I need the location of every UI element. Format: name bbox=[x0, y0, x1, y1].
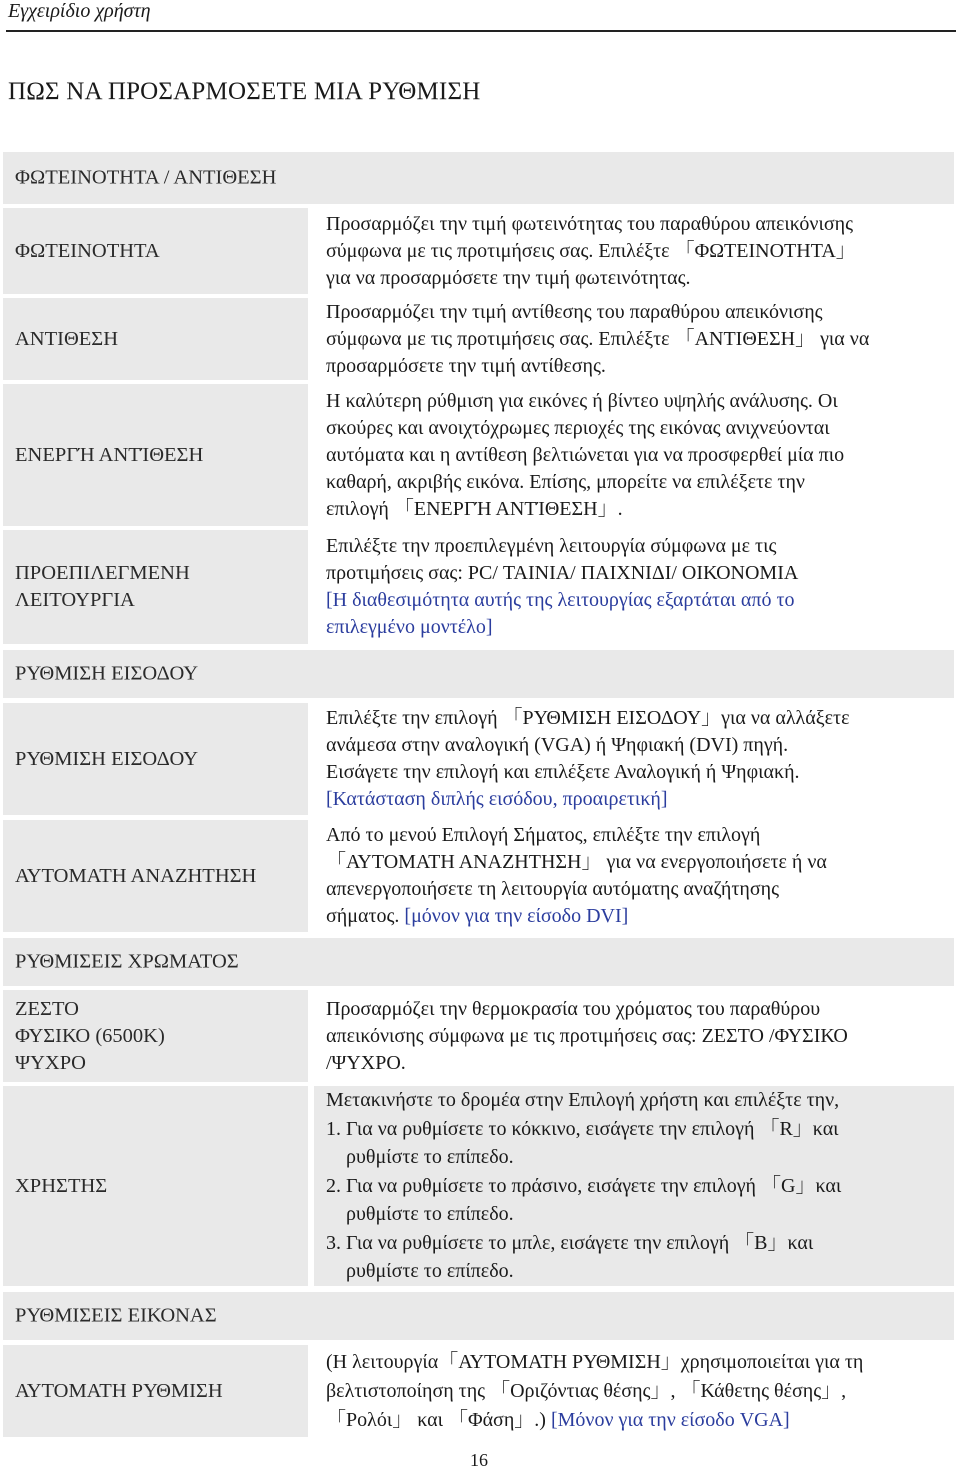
description-line: απεικόνισης σύμφωνα με τις προτιμήσεις σας: ΖΕΣΤΟ /ΦΥΣΙΚΟ bbox=[326, 1024, 848, 1047]
availability-note: επιλεγμένο μοντέλο] bbox=[326, 616, 493, 638]
row-label-auto-search bbox=[3, 820, 308, 932]
row-label-brightness bbox=[3, 208, 308, 294]
section-title: ΦΩΤΕΙΝΟΤΗΤΑ / ΑΝΤΙΘΕΣΗ bbox=[15, 166, 277, 189]
section-image-settings bbox=[3, 1292, 954, 1340]
description-line: προτιμήσεις σας: PC/ ΤΑΙΝΙΑ/ ΠΑΙΧΝΙΔΙ/ ΟΙΚΟΝΟΜΙΑ bbox=[326, 562, 799, 584]
description-text: 「Ρολόι」 και 「Φάση」.) bbox=[326, 1408, 551, 1431]
description-line: 「ΑΥΤΟΜΑΤΗ ΑΝΑΖΗΤΗΣΗ」 για να ενεργοποιήσετε ή να bbox=[326, 851, 827, 873]
description-line: αυτόματα και η αντίθεση βελτιώνεται για να προσφερθεί μία πιο bbox=[326, 443, 845, 466]
description-line: (Η λειτουργία「ΑΥΤΟΜΑΤΗ ΡΥΘΜΙΣΗ」χρησιμοποιείται για τη bbox=[326, 1350, 864, 1373]
vga-only-note: [Μόνον για την είσοδο VGA] bbox=[550, 1408, 790, 1431]
description-line: ρυθμίστε το επίπεδο. bbox=[326, 1146, 514, 1169]
row-label-text: ΠΡΟΕΠΙΛΕΓΜΕΝΗ bbox=[15, 562, 190, 584]
section-title: ΡΥΘΜΙΣΕΙΣ ΧΡΩΜΑΤΟΣ bbox=[15, 950, 239, 973]
description-line: 2. Για να ρυθμίσετε το πράσινο, εισάγετε την επιλογή 「G」και bbox=[326, 1174, 842, 1197]
description-text: σήματος. bbox=[326, 905, 405, 927]
description-line: Επιλέξτε την επιλογή 「ΡΥΘΜΙΣΗ ΕΙΣΟΔΟΥ」για να αλλάξετε bbox=[326, 707, 850, 729]
section-color-settings bbox=[3, 938, 954, 986]
description-line bbox=[326, 903, 954, 930]
description-line: ρυθμίστε το επίπεδο. bbox=[326, 1260, 514, 1283]
description-line: 1. Για να ρυθμίσετε το κόκκινο, εισάγετε την επιλογή 「R」και bbox=[326, 1117, 839, 1140]
description-line: ρυθμίστε το επίπεδο. bbox=[326, 1203, 514, 1226]
description-line: 3. Για να ρυθμίσετε το μπλε, εισάγετε την επιλογή 「B」και bbox=[326, 1231, 814, 1254]
description-line: ανάμεσα στην αναλογική (VGA) ή Ψηφιακή (DVI) πηγή. bbox=[326, 734, 789, 756]
page-header bbox=[6, 0, 956, 32]
row-description-active-contrast bbox=[314, 384, 954, 526]
row-label-contrast bbox=[3, 298, 308, 380]
row-label-active-contrast bbox=[3, 384, 308, 526]
row-label-text: ΦΩΤΕΙΝΟΤΗΤΑ bbox=[15, 239, 160, 262]
row-label-text: ΕΝΕΡΓΉ ΑΝΤΊΘΕΣΗ bbox=[15, 443, 204, 466]
row-label-color-temp bbox=[3, 990, 308, 1082]
row-label-text: ΨΥΧΡΟ bbox=[15, 1051, 86, 1074]
row-label-input-select bbox=[3, 703, 308, 815]
description-line: καθαρή, ακριβής εικόνα. Επίσης, μπορείτε να επιλέξετε την bbox=[326, 470, 805, 493]
row-label-user bbox=[3, 1086, 308, 1286]
manual-title: Εγχειρίδιο χρήστη bbox=[8, 0, 151, 22]
description-line: για να προσαρμόσετε την τιμή φωτεινότητας. bbox=[326, 266, 691, 289]
description-line: Μετακινήστε το δρομέα στην Επιλογή χρήστη και επιλέξτε την, bbox=[326, 1089, 840, 1112]
section-title: ΡΥΘΜΙΣΕΙΣ ΕΙΚΟΝΑΣ bbox=[15, 1304, 217, 1327]
row-label-text: ΑΥΤΟΜΑΤΗ ΡΥΘΜΙΣΗ bbox=[15, 1379, 223, 1402]
page-number: 16 bbox=[470, 1450, 488, 1470]
row-label-text: ΖΕΣΤΟ bbox=[15, 997, 79, 1020]
description-line: Προσαρμόζει την τιμή αντίθεσης του παραθύρου απεικόνισης bbox=[326, 300, 823, 323]
description-line: Εισάγετε την επιλογή και επιλέξετε Αναλογική ή Ψηφιακή. bbox=[326, 761, 800, 783]
row-description-contrast bbox=[314, 298, 954, 380]
description-line: /ΨΥΧΡΟ. bbox=[326, 1051, 406, 1074]
description-line: σύμφωνα με τις προτιμήσεις σας. Επιλέξτε 「ΦΩΤΕΙΝΟΤΗΤΑ」 bbox=[326, 239, 856, 262]
description-line: απενεργοποιήσετε τη λειτουργία αυτόματης αναζήτησης bbox=[326, 878, 780, 900]
description-line: σύμφωνα με τις προτιμήσεις σας. Επιλέξτε 「ΑΝΤΙΘΕΣΗ」 για να bbox=[326, 327, 870, 350]
section-title: ΡΥΘΜΙΣΗ ΕΙΣΟΔΟΥ bbox=[15, 662, 199, 685]
row-label-text: ΡΥΘΜΙΣΗ ΕΙΣΟΔΟΥ bbox=[15, 747, 199, 770]
description-line: σκούρες και ανοιχτόχρωμες περιοχές της εικόνας ανιχνεύονται bbox=[326, 416, 830, 439]
row-description-input-select bbox=[314, 703, 954, 815]
row-description-color-temp bbox=[314, 990, 954, 1082]
description-line: προσαρμόσετε την τιμή αντίθεσης. bbox=[326, 354, 606, 377]
section-brightness-contrast bbox=[3, 152, 954, 204]
page-title: ΠΩΣ ΝΑ ΠΡΟΣΑΡΜΟΣΕΤΕ ΜΙΑ ΡΥΘΜΙΣΗ bbox=[8, 78, 481, 105]
row-label-text: ΦΥΣΙΚΟ (6500K) bbox=[15, 1024, 165, 1047]
optional-note: [Κατάσταση διπλής εισόδου, προαιρετική] bbox=[326, 788, 668, 810]
description-line: Από το μενού Επιλογή Σήματος, επιλέξτε την επιλογή bbox=[326, 824, 761, 846]
row-description-brightness bbox=[314, 208, 954, 294]
availability-note: [Η διαθεσιμότητα αυτής της λειτουργίας εξαρτάται από το bbox=[326, 589, 795, 611]
row-description-auto-search bbox=[314, 820, 954, 932]
row-label-text: ΧΡΗΣΤΗΣ bbox=[15, 1174, 108, 1197]
row-description-auto-adjust bbox=[314, 1345, 954, 1437]
row-label-preset-mode bbox=[3, 530, 308, 644]
row-description-preset-mode bbox=[314, 530, 954, 644]
description-line: Προσαρμόζει την τιμή φωτεινότητας του παραθύρου απεικόνισης bbox=[326, 212, 854, 235]
dvi-only-note: [μόνον για την είσοδο DVI] bbox=[404, 905, 629, 927]
row-label-auto-adjust bbox=[3, 1345, 308, 1437]
description-line: βελτιστοποίηση της 「Οριζόντιας θέσης」, 「Κάθετης θέσης」, bbox=[326, 1379, 847, 1402]
description-line bbox=[326, 1406, 954, 1435]
description-line: επιλογή 「ΕΝΕΡΓΉ ΑΝΤΊΘΕΣΗ」. bbox=[326, 497, 623, 520]
row-description-user bbox=[314, 1086, 954, 1286]
description-line: Προσαρμόζει την θερμοκρασία του χρόματος του παραθύρου bbox=[326, 997, 821, 1020]
description-line: Επιλέξτε την προεπιλεγμένη λειτουργία σύμφωνα με τις bbox=[326, 535, 777, 557]
row-label-text: ΑΝΤΙΘΕΣΗ bbox=[15, 327, 119, 350]
row-label-text: ΛΕΙΤΟΥΡΓΙΑ bbox=[15, 589, 135, 611]
description-line: Η καλύτερη ρύθμιση για εικόνες ή βίντεο υψηλής ανάλυσης. Οι bbox=[326, 389, 838, 412]
row-label-text: ΑΥΤΟΜΑΤΗ ΑΝΑΖΗΤΗΣΗ bbox=[15, 864, 257, 887]
section-input-settings bbox=[3, 650, 954, 698]
